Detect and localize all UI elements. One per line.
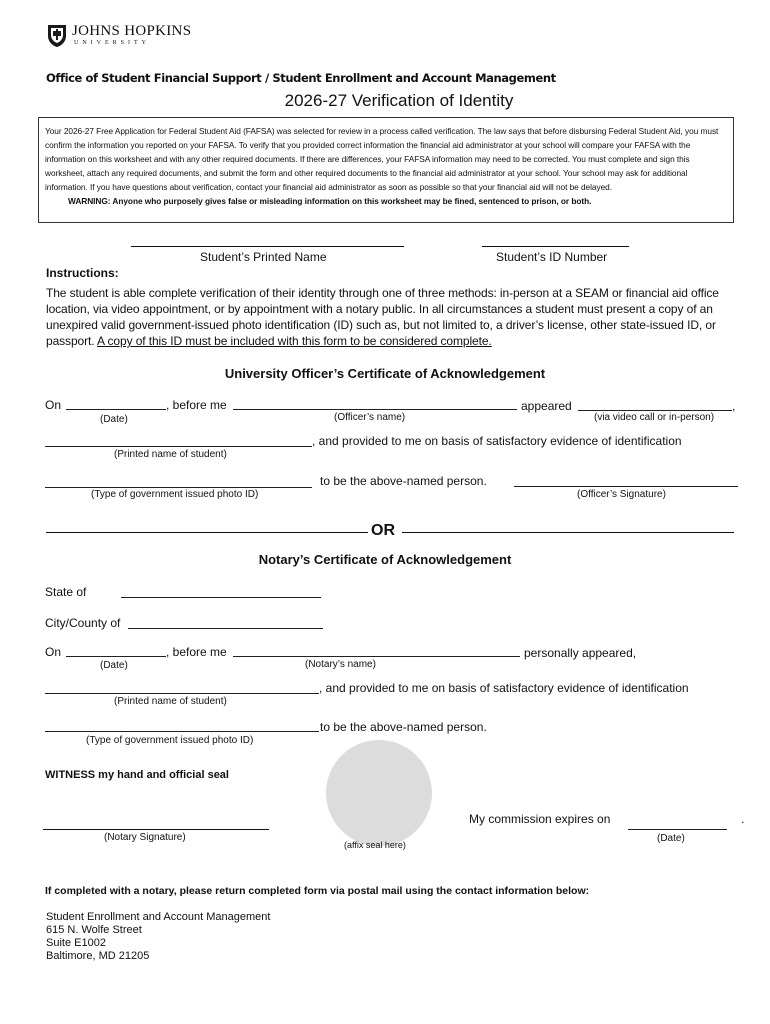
officer-date-field[interactable] [66,409,166,410]
verification-notice-box [38,117,734,223]
university-logo [46,22,191,48]
address-line: Baltimore, MD 21205 [46,950,150,962]
warning-text: WARNING: Anyone who purposely gives false or misleading information on this worksheet may be fined, sentenced to prison, or both. [68,195,592,206]
officer-id-type-field[interactable] [45,487,312,488]
notice-text: Your 2026-27 Free Application for Federal Student Aid (FAFSA) was selected for review in a process called verification. The law says that before disbursing Federal Student Aid, you must confirm the information you reported on your FAFSA. To verify that you provided correct information the financial aid administrator at your school will compare your FAFSA with the information on this worksheet and with any other required documents. If there are differences, your FAFSA information may need to be corrected. You must complete and sign this worksheet, attach any required documents, and submit the form and other required documents to the financial aid administrator at your school. Your school may ask for additional information. If you have questions about verification, contact your financial aid administrator as soon as possible so that your financial aid will not be delayed. [45,126,719,192]
officer-to-be-text: to be the above-named person. [320,474,487,488]
officer-date-label: (Date) [100,414,128,425]
notary-name-label: (Notary’s name) [305,659,376,670]
notary-seal-area [326,740,432,846]
notary-id-type-field[interactable] [45,731,319,732]
or-divider-left [46,532,368,533]
address-line: 615 N. Wolfe Street [46,924,142,936]
address-line: Suite E1002 [46,937,106,949]
notary-appeared-label: personally appeared, [524,646,637,660]
return-instructions: If completed with a notary, please return completed form via postal mail using the contact information below: [45,885,590,897]
student-id-label: Student’s ID Number [496,250,608,264]
notary-name-field[interactable] [233,656,520,657]
notary-state-label: State of [45,585,87,599]
or-label: OR [371,522,395,539]
student-name-line[interactable] [131,246,404,247]
commission-label: My commission expires on [469,812,611,826]
notary-state-field[interactable] [121,597,321,598]
commission-date-label: (Date) [657,833,685,844]
logo-subtitle: UNIVERSITY [74,39,150,46]
notary-signature-label: (Notary Signature) [104,832,186,843]
officer-provided-text: , and provided to me on basis of satisfactory evidence of identification [312,434,682,448]
officer-comma: , [732,399,736,413]
notary-signature-field[interactable] [43,829,269,830]
instructions-text [46,285,751,349]
commission-date-field[interactable] [628,829,727,830]
notary-printed-name-label: (Printed name of student) [114,696,227,707]
shield-crest-icon [46,22,68,48]
logo-name: JOHNS HOPKINS [72,22,192,39]
officer-method-field[interactable] [578,410,732,411]
student-id-line[interactable] [482,246,629,247]
officer-name-label: (Officer’s name) [334,412,406,423]
page-title: 2026-27 Verification of Identity [284,91,514,110]
instructions-id-requirement: A copy of this ID must be included with this form to be considered complete. [97,334,492,348]
officer-appeared-label: appeared [521,399,572,413]
office-heading: Office of Student Financial Support / Student Enrollment and Account Management [46,71,556,85]
officer-printed-name-label: (Printed name of student) [114,449,227,460]
notary-id-type-label: (Type of government issued photo ID) [86,735,254,746]
student-name-label: Student’s Printed Name [200,250,327,264]
notary-before-me-label: , before me [166,645,227,659]
notary-date-label: (Date) [100,660,128,671]
notary-city-label: City/County of [45,616,121,630]
notary-city-field[interactable] [128,628,323,629]
notary-cert-heading: Notary’s Certificate of Acknowledgement [258,552,512,567]
commission-period: . [741,812,745,826]
notary-to-be-text: to be the above-named person. [320,720,487,734]
seal-label: (affix seal here) [344,840,406,850]
notary-provided-text: , and provided to me on basis of satisfactory evidence of identification [319,681,689,695]
notary-on-label: On [45,645,62,659]
officer-student-name-field[interactable] [45,446,312,447]
or-divider-right [402,532,734,533]
officer-cert-heading: University Officer’s Certificate of Acknowledgement [224,366,546,381]
officer-id-type-label: (Type of government issued photo ID) [91,489,259,500]
officer-signature-label: (Officer’s Signature) [577,489,666,500]
notary-student-name-field[interactable] [45,693,319,694]
officer-before-me-label: , before me [166,398,227,412]
instructions-body: The student is able complete verification of their identity through one of three methods: in-person at a SEAM or financial aid office location, via video appointment, or by appointment with a notary public. In all circumstances a student must present a copy of an unexpired valid government-issued photo identification (ID) such as, but not limited to, a driver’s license, other state-issued ID, or passport. [46,286,719,348]
mailing-address [46,911,270,963]
notary-date-field[interactable] [66,656,166,657]
instructions-heading: Instructions: [46,266,119,280]
officer-name-field[interactable] [233,409,517,410]
witness-text: WITNESS my hand and official seal [45,769,229,781]
address-line: Student Enrollment and Account Management [46,911,271,923]
officer-via-label: (via video call or in-person) [594,412,715,423]
officer-signature-field[interactable] [514,486,738,487]
officer-on-label: On [45,398,62,412]
